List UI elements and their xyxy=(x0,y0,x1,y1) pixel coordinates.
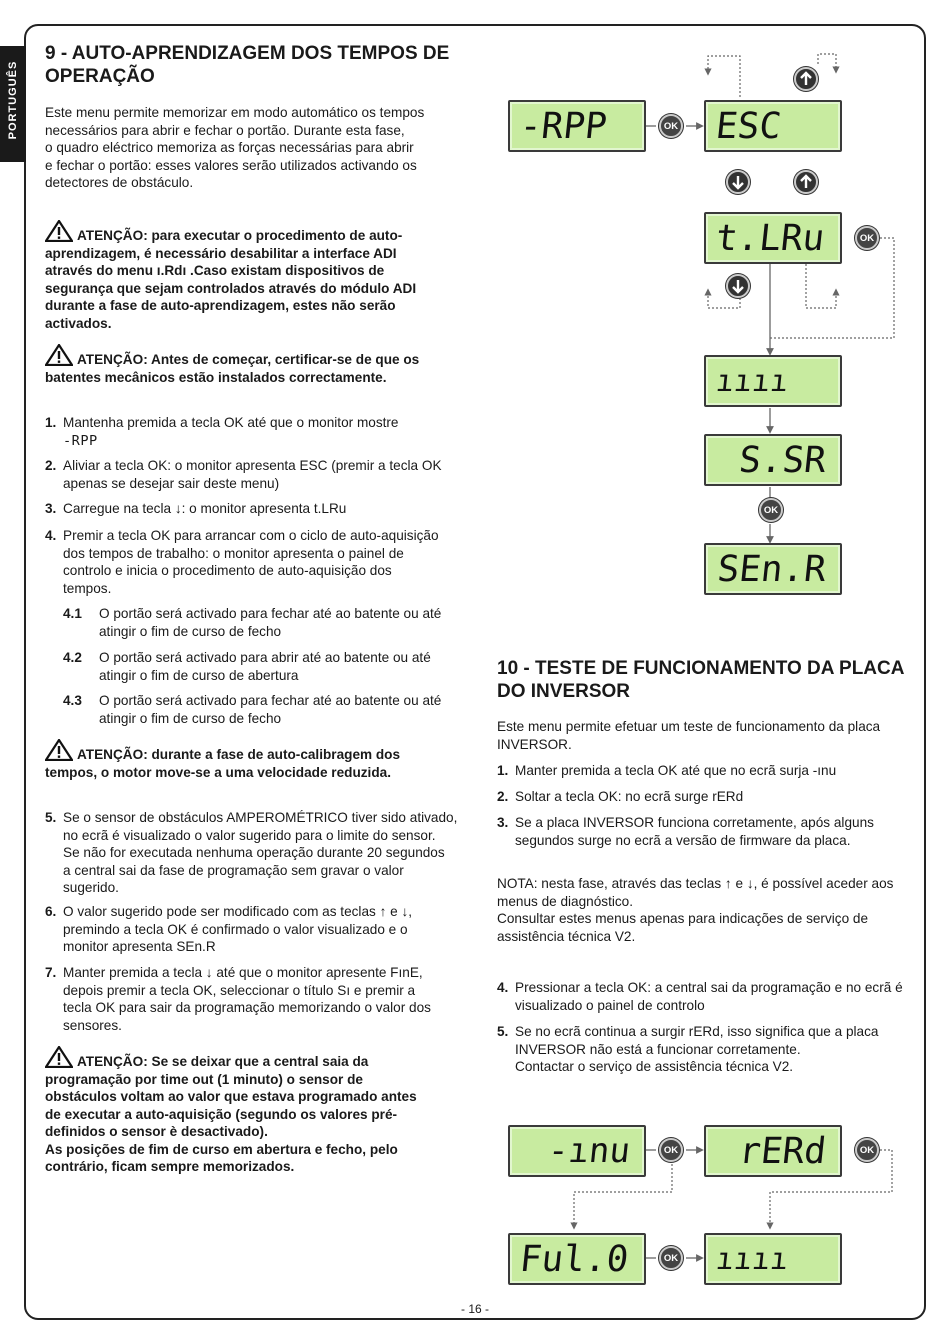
display-progress-2: ıııı xyxy=(704,1233,842,1285)
display-sena: SEn.R xyxy=(704,543,842,595)
list-item: 4.3 O portão será activado para fechar até ao batente ou até atingir o fim de curso de fecho xyxy=(63,693,442,726)
warning-velocidade: ATENÇÃO: durante a fase de auto-calibragem dos tempos, o motor move-se a uma velocidade reduzida. xyxy=(45,739,475,781)
ok-button: OK xyxy=(659,1138,683,1162)
display-tlau: t.LRu xyxy=(704,212,842,264)
ok-button: OK xyxy=(659,1246,683,1270)
display-ful: Ful.0 xyxy=(508,1233,646,1285)
down-arrow-icon xyxy=(726,170,750,194)
display-inu: -ınu xyxy=(508,1125,646,1177)
display-ssa: S.SR xyxy=(704,434,842,486)
list-item: 5. Se o sensor de obstáculos AMPEROMÉTRICO tiver sido ativado, no ecrã é visualizado o valor sugerido para o limite do sensor. Se não for executada nenhuma operação durante 20 segundos a central sai da fase de programação sem gravar o valor sugerido. xyxy=(45,810,458,895)
ok-button: OK xyxy=(759,498,783,522)
section10-title: 10 - TESTE DE FUNCIONAMENTO DA PLACA DO INVERSOR xyxy=(497,658,905,702)
list-item: 5. Se no ecrã continua a surgir rERd, isso significa que a placa INVERSOR não está a funcionar corretamente. Contactar o serviço de assistência técnica V2. xyxy=(497,1024,879,1074)
display-read: rERd xyxy=(704,1125,842,1177)
section10-intro: Este menu permite efetuar um teste de funcionamento da placa INVERSOR. xyxy=(497,719,881,752)
list-item: 1. Mantenha premida a tecla OK até que o monitor mostre -RPP xyxy=(45,415,399,449)
list-item: 3. Se a placa INVERSOR funciona corretamente, após alguns segundos surge no ecrã a versão de firmware da placa. xyxy=(497,815,874,848)
up-arrow-icon xyxy=(794,170,818,194)
list-item: 7. Manter premida a tecla ↓ até que o monitor apresente FınE, depois premir a tecla OK, seleccionar o título Sı e premir a tecla OK para sair da programação memorizando o valor dos sensores. xyxy=(45,965,431,1033)
section10-note: NOTA: nesta fase, através das teclas ↑ e ↓, é possível aceder aos menus de diagnóstico. Consultar estes menus apenas para indicações de serviço de assistência técnica V2. xyxy=(497,876,894,944)
list-item: 3. Carregue na tecla ↓: o monitor apresenta t.LRu xyxy=(45,501,347,516)
section9-title: 9 - AUTO-APRENDIZAGEM DOS TEMPOS DE OPERAÇÃO xyxy=(45,43,450,87)
ok-button: OK xyxy=(659,114,683,138)
warning-adi: ATENÇÃO: para executar o procedimento de auto- aprendizagem, é necessário desabilitar a interface ADI através do menu ı.Rdı .Caso existam dispositivos de segurança que sejam controlados através do módulo ADI durante a fase de auto-aprendizagem, estes não serão activados. xyxy=(45,220,475,332)
warning-batentes: ATENÇÃO: Antes de começar, certificar-se de que os batentes mecânicos estão instalados correctamente. xyxy=(45,344,475,386)
up-arrow-icon xyxy=(794,67,818,91)
display-app: -RPP xyxy=(508,100,646,152)
list-item: 2. Soltar a tecla OK: no ecrã surge rERd xyxy=(497,789,744,804)
list-item: 4.1 O portão será activado para fechar até ao batente ou até atingir o fim de curso de fecho xyxy=(63,606,442,639)
list-item: 1. Manter premida a tecla OK até que no ecrã surja -ınu xyxy=(497,763,837,778)
display-progress: ıııı xyxy=(704,355,842,407)
language-tab: PORTUGUÊS xyxy=(0,46,26,162)
warning-timeout: ATENÇÃO: Se se deixar que a central saia da programação por time out (1 minuto) o sensor de obstáculos voltam ao valor que estava programado antes de executar a auto-aquisição (segundo os valores pré- definidos o sensor è desactivado). As posições de fim de curso em abertura e fecho, pelo contrário, ficam sempre memorizados. xyxy=(45,1046,475,1176)
list-item: 4. Premir a tecla OK para arrancar com o ciclo de auto-aquisição dos tempos de trabalho: o monitor apresenta o painel de controlo e inicia o procedimento de auto-aquisição dos tempos. xyxy=(45,528,439,596)
display-esc: ESC xyxy=(704,100,842,152)
list-item: 4. Pressionar a tecla OK: a central sai da programação e no ecrã é visualizado o painel de controlo xyxy=(497,980,903,1013)
ok-button: OK xyxy=(855,1138,879,1162)
section9-intro: Este menu permite memorizar em modo automático os tempos necessários para abrir e fechar o portão. Durante esta fase, o quadro eléctrico memoriza as forças necessárias para abrir e fechar o portão: esses valores serão utilizados activando os detectores de obstáculo. xyxy=(45,105,425,190)
list-item: 6. O valor sugerido pode ser modificado com as teclas ↑ e ↓, premindo a tecla OK é confirmado o valor visualizado e o monitor apresenta SEn.R xyxy=(45,904,413,954)
list-item: 4.2 O portão será activado para abrir até ao batente ou até atingir o fim de curso de abertura xyxy=(63,650,431,683)
page-number: - 16 - xyxy=(460,1302,489,1316)
down-arrow-icon xyxy=(726,274,750,298)
ok-button: OK xyxy=(855,226,879,250)
list-item: 2. Aliviar a tecla OK: o monitor apresenta ESC (premir a tecla OK apenas se desejar sair deste menu) xyxy=(45,458,442,491)
